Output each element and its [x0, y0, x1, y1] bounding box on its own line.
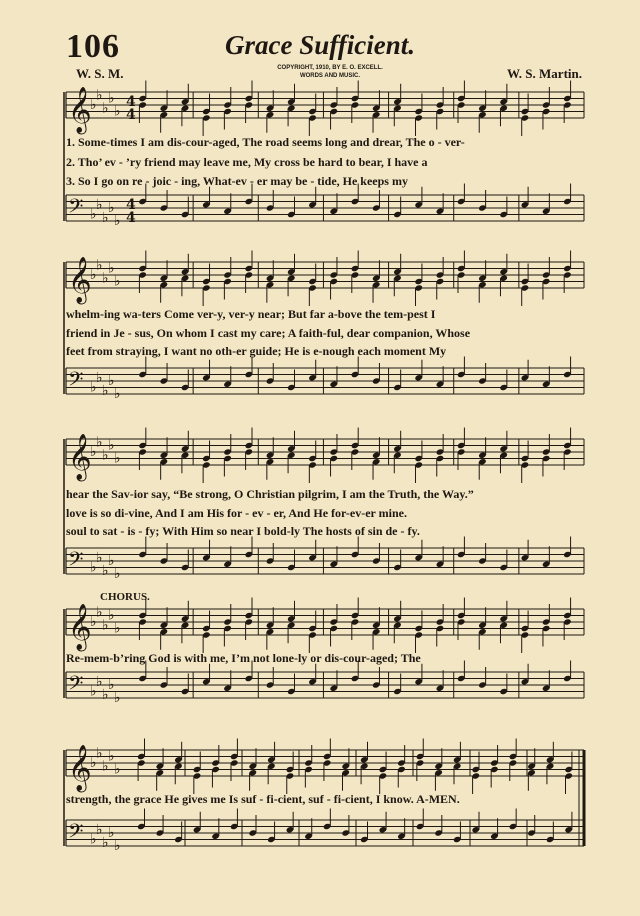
flat-icon: ♭ — [114, 273, 121, 290]
flat-icon: ♭ — [90, 559, 97, 576]
flat-icon: ♭ — [114, 103, 121, 120]
flat-icon: ♭ — [108, 677, 115, 693]
flat-icon: ♭ — [90, 755, 97, 771]
lyric-chorus: Re-mem-b’ring God is with me, I’m not lone-ly or dis-cour-aged; The — [66, 651, 421, 665]
flat-icon: ♭ — [96, 673, 103, 690]
flat-icon: ♭ — [114, 566, 121, 582]
flat-icon: ♭ — [90, 831, 97, 848]
bass-clef-icon: 𝄢 — [68, 367, 84, 396]
flat-icon: ♭ — [114, 213, 121, 229]
flat-icon: ♭ — [96, 434, 103, 451]
hymn-number: 106 — [66, 28, 120, 65]
flat-icon: ♭ — [90, 379, 97, 396]
chorus-label: CHORUS. — [100, 591, 150, 603]
flat-icon: ♭ — [90, 97, 97, 113]
flat-icon: ♭ — [102, 758, 109, 775]
lyric-verse-1: whelm-ing wa-ters Come ver-y, ver-y near; But far a-bove the tem-pest I — [66, 307, 436, 321]
flat-icon: ♭ — [114, 386, 121, 402]
flat-icon: ♭ — [102, 686, 109, 703]
copyright-line: WORDS AND MUSIC. — [299, 73, 361, 79]
flat-icon: ♭ — [102, 617, 109, 634]
flat-icon: ♭ — [108, 748, 115, 765]
flat-icon: ♭ — [102, 100, 109, 117]
flat-icon: ♭ — [108, 553, 115, 569]
flat-icon: ♭ — [108, 607, 115, 624]
flat-icon: ♭ — [108, 437, 115, 454]
time-signature: 4 — [126, 197, 136, 213]
flat-icon: ♭ — [114, 620, 121, 637]
flat-icon: ♭ — [108, 200, 115, 216]
words-author: W. S. M. — [76, 66, 124, 81]
treble-clef-icon: 𝄞 — [68, 87, 92, 133]
flat-icon: ♭ — [96, 821, 103, 838]
bass-clef-icon: 𝄢 — [68, 194, 84, 223]
flat-icon: ♭ — [96, 196, 103, 213]
flat-icon: ♭ — [102, 270, 109, 287]
lyric-chorus-end: strength, the grace He gives me Is suf - fi-cient, suf - fi-cient, I know. A-MEN. — [66, 792, 460, 806]
flat-icon: ♭ — [102, 382, 109, 399]
time-signature: 4 — [126, 94, 136, 110]
flat-icon: ♭ — [114, 838, 121, 854]
flat-icon: ♭ — [96, 87, 103, 104]
flat-icon: ♭ — [96, 604, 103, 621]
lyric-verse-2: love is so di-vine, And I am His for - ev - er, And He for-ev-er mine. — [66, 506, 407, 520]
flat-icon: ♭ — [108, 825, 115, 841]
hymn-title: Grace Sufficient. — [225, 30, 415, 60]
flat-icon: ♭ — [90, 683, 97, 700]
bass-clef-icon: 𝄢 — [68, 547, 84, 576]
time-signature: 4 — [126, 107, 136, 123]
flat-icon: ♭ — [96, 257, 103, 274]
flat-icon: ♭ — [108, 90, 115, 107]
lyric-verse-1: 1. Some-times I am dis-cour-aged, The road seems long and drear, The o - ver- — [66, 135, 465, 149]
lyric-verse-3: 3. So I go on re - joic - ing, What-ev - er may be - tide, He keeps my — [66, 174, 408, 188]
lyric-verse-3: soul to sat - is - fy; With Him so near I bold-ly The hosts of sin de - fy. — [66, 524, 420, 538]
flat-icon: ♭ — [114, 450, 121, 467]
copyright-line: COPYRIGHT, 1910, BY E. O. EXCELL. — [277, 65, 383, 71]
flat-icon: ♭ — [114, 761, 121, 778]
lyric-verse-2: friend in Je - sus, On whom I cast my care; A faith-ful, dear companion, Whose — [66, 326, 471, 340]
flat-icon: ♭ — [102, 834, 109, 851]
treble-clef-icon: 𝄞 — [68, 434, 92, 480]
flat-icon: ♭ — [102, 447, 109, 464]
flat-icon: ♭ — [96, 369, 103, 386]
lyric-verse-1: hear the Sav-ior say, “Be strong, O Christian pilgrim, I am the Truth, the Way.” — [66, 487, 474, 501]
lyric-verse-3: feet from straying, I want no oth-er guide; He is e-nough each moment My — [66, 344, 447, 358]
flat-icon: ♭ — [114, 690, 121, 706]
bass-clef-icon: 𝄢 — [68, 819, 84, 848]
flat-icon: ♭ — [90, 444, 97, 460]
flat-icon: ♭ — [108, 373, 115, 389]
bass-clef-icon: 𝄢 — [68, 671, 84, 700]
flat-icon: ♭ — [90, 267, 97, 283]
flat-icon: ♭ — [96, 549, 103, 566]
flat-icon: ♭ — [90, 614, 97, 630]
time-signature: 4 — [126, 210, 136, 226]
flat-icon: ♭ — [96, 745, 103, 762]
treble-clef-icon: 𝄞 — [68, 745, 92, 791]
flat-icon: ♭ — [102, 209, 109, 226]
flat-icon: ♭ — [108, 260, 115, 277]
flat-icon: ♭ — [90, 206, 97, 223]
treble-clef-icon: 𝄞 — [68, 257, 92, 303]
lyric-verse-2: 2. Tho’ ev - ’ry friend may leave me, My cross be hard to bear, I have a — [66, 155, 428, 169]
composer: W. S. Martin. — [507, 66, 582, 81]
flat-icon: ♭ — [102, 562, 109, 579]
treble-clef-icon: 𝄞 — [68, 604, 92, 650]
